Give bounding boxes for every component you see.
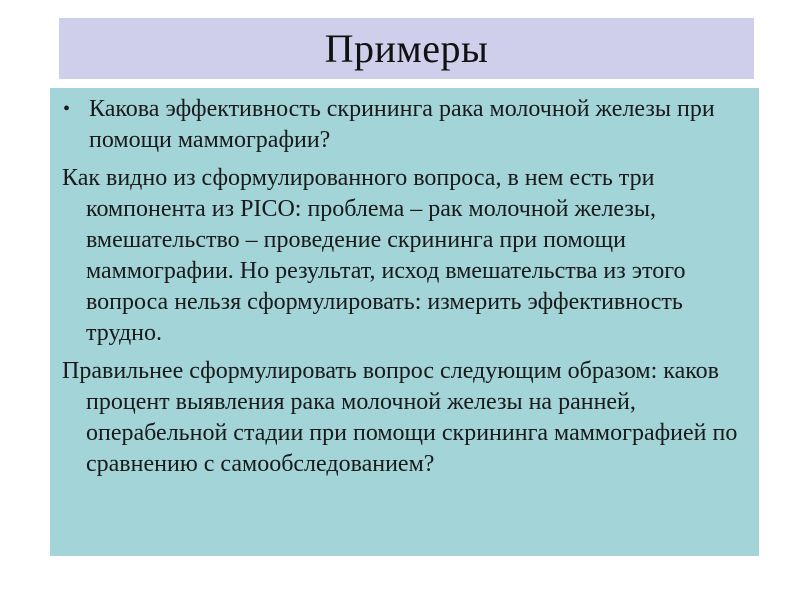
paragraph-reformulated-question: Правильнее сформулировать вопрос следующим образом: каков процент выявления рака молочной железы на ранней, операбельной стадии при помощи скрининга маммографией по сравнению с самообследованием?: [62, 358, 738, 477]
content-box: [50, 88, 759, 556]
bullet-item: [62, 94, 745, 156]
paragraph-pico-explanation: Как видно из сформулированного вопроса, в нем есть три компонента из PICO: проблема – рак молочной железы, вмешательство – проведение скрининга при помощи маммографии. Но результат, исход вмешательства из этого вопроса нельзя сформулировать: измерить эффективность трудно.: [62, 165, 686, 346]
bullet-question-text: Какова эффективность скрининга рака молочной железы при помощи маммографии?: [89, 96, 715, 153]
bullet-icon: •: [63, 98, 71, 120]
title-bar: [59, 18, 754, 79]
slide-title: Примеры: [324, 26, 489, 71]
